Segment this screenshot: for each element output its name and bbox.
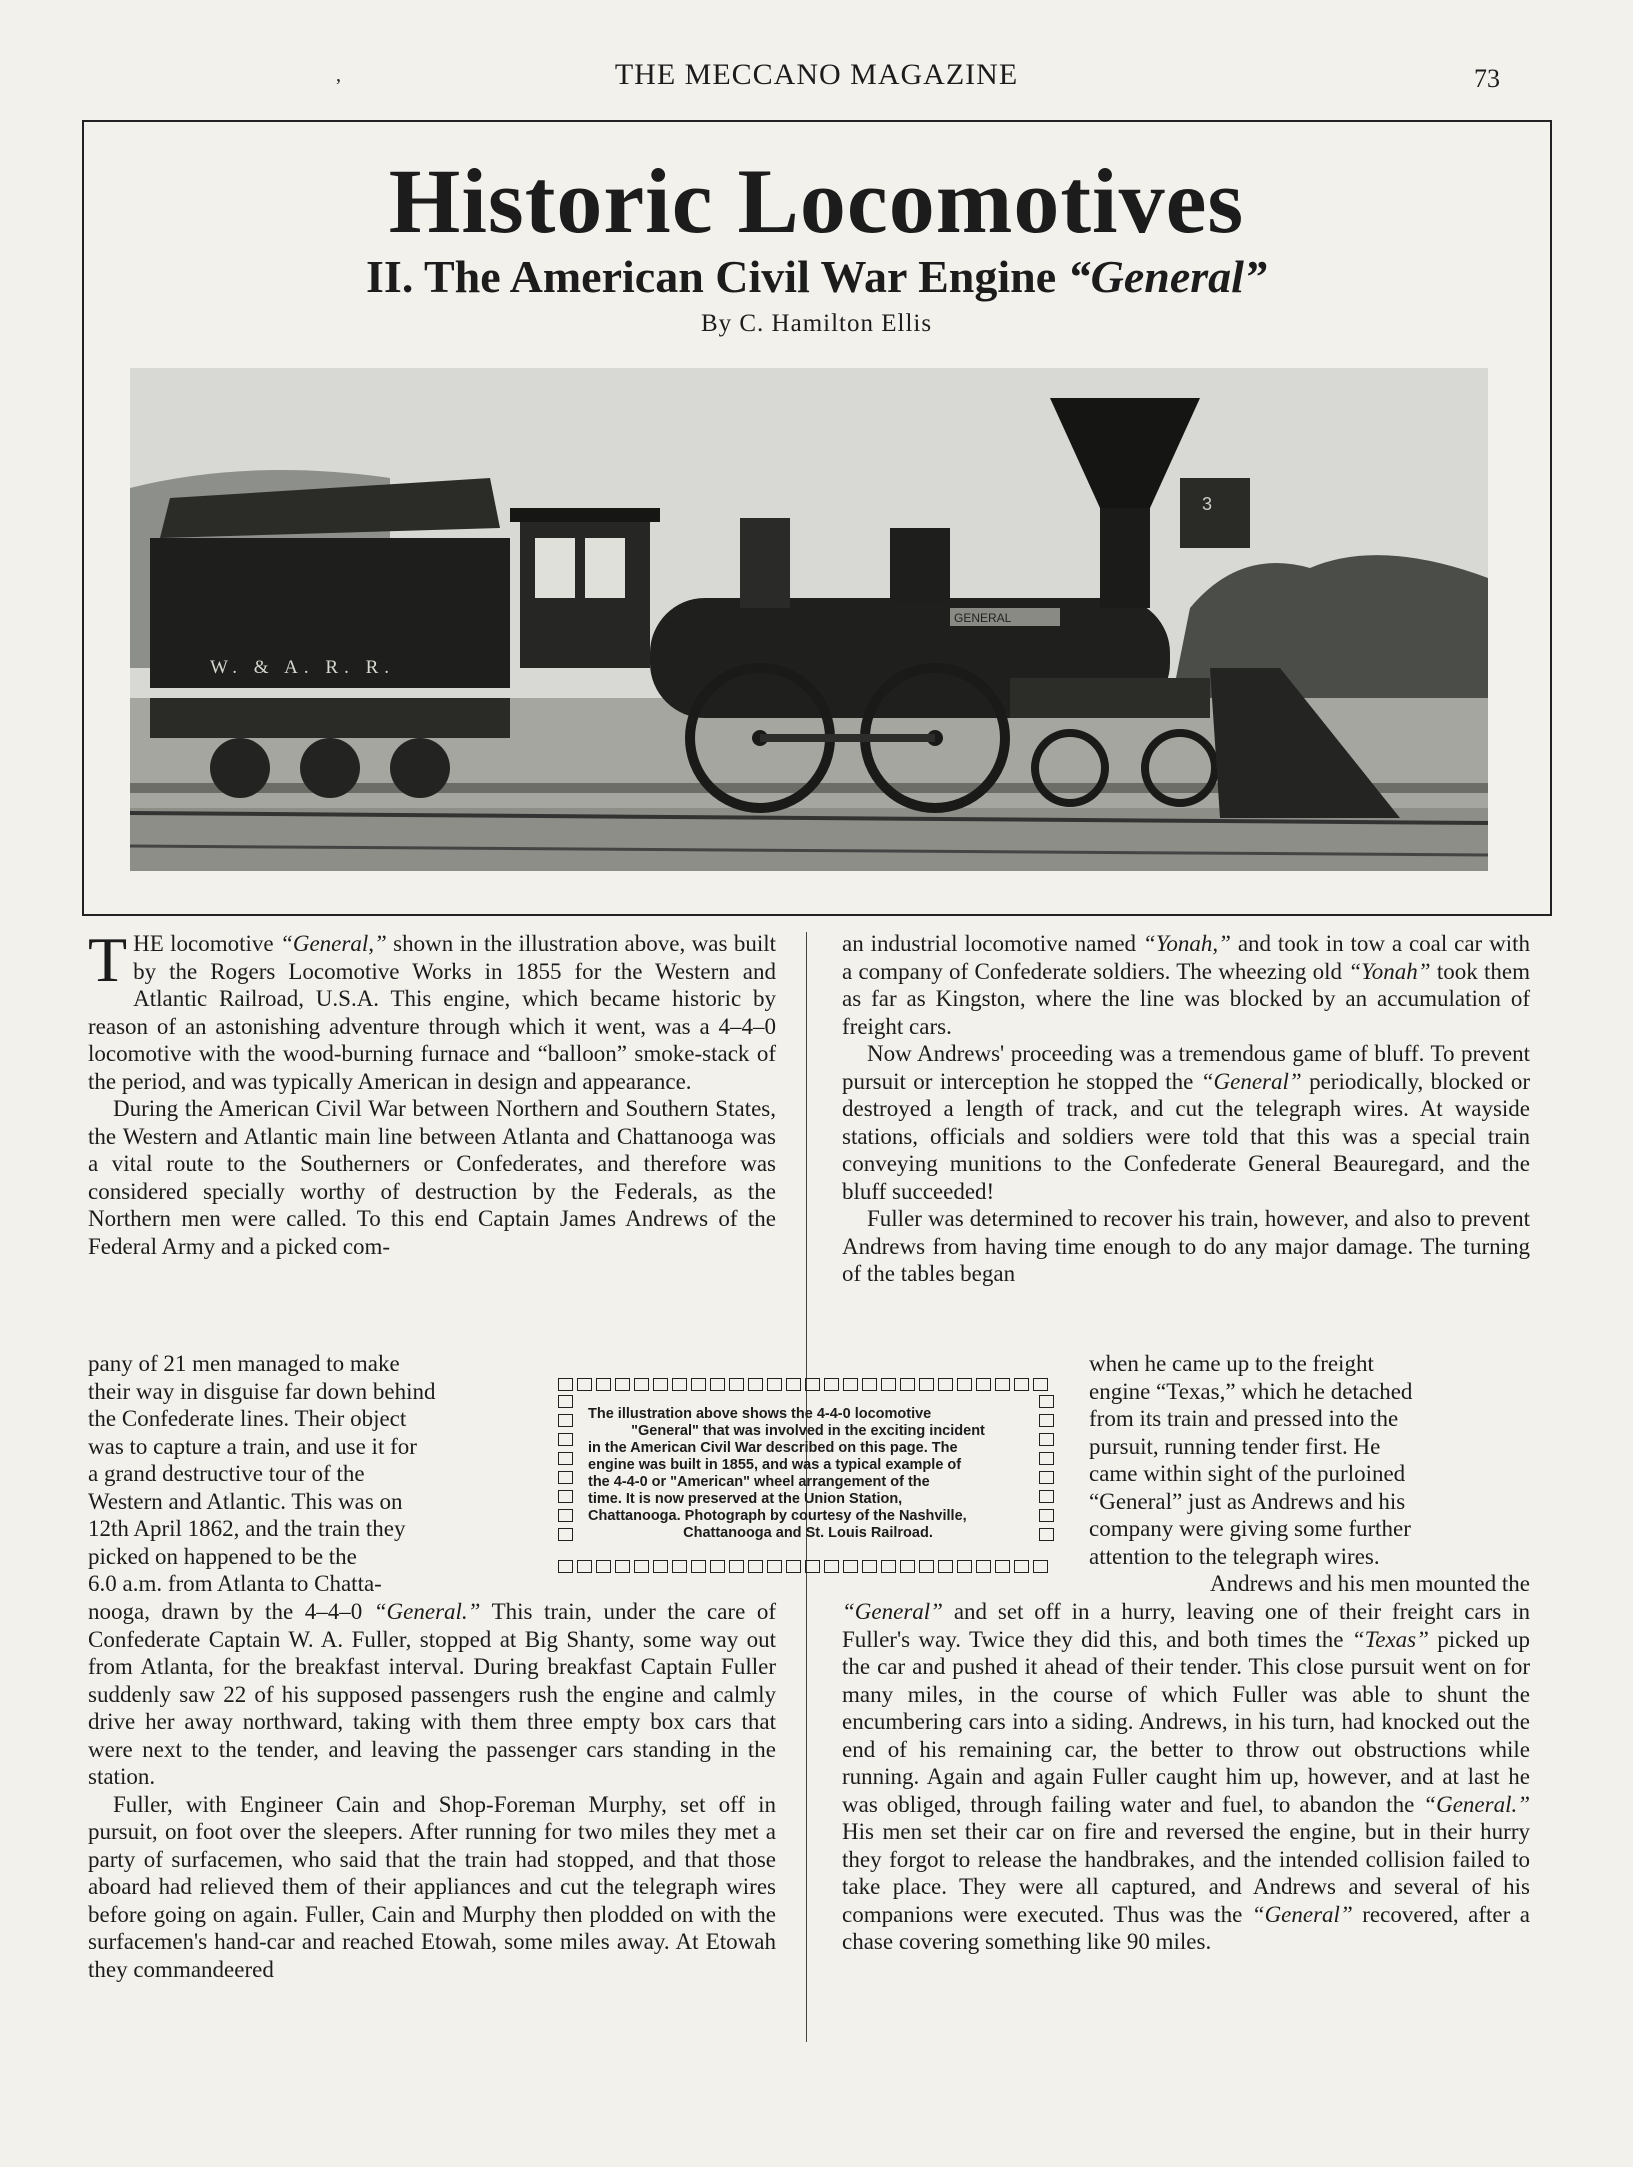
caption-border-square (938, 1560, 953, 1573)
engine-name: “General,” (280, 931, 387, 956)
caption-border-square (558, 1433, 573, 1446)
caption-border-square (767, 1378, 782, 1391)
text: took them as far as Kingston, where the line was blocked by an accumulation of freight cars. (842, 958, 1530, 1039)
caption-border-square (919, 1560, 934, 1573)
tender-lettering: W. & A. R. R. (210, 657, 395, 678)
caption-border-square (615, 1560, 630, 1573)
text: nooga, drawn by the 4–4–0 (88, 1599, 374, 1624)
caption-border-square (615, 1378, 630, 1391)
caption-border-square (995, 1560, 1010, 1573)
engine-name: “General” (842, 1599, 943, 1624)
caption-border-square (577, 1560, 592, 1573)
text: picked up the car and pushed it ahead of their tender. This close pursuit went on for many miles, in the course of which Fuller was able to shunt the encumbering cars into a siding. Andrews, in his turn, had knocked out the end of his remaining car, the better to throw out obstructions while running. Again and again Fuller caught him up, however, and at last he was obliged, through failing water and fuel, to abandon the (842, 1626, 1530, 1817)
caption-border-square (691, 1378, 706, 1391)
caption-line: the 4-4-0 or "American" wheel arrangement of the (588, 1474, 930, 1490)
masthead: THE MECCANO MAGAZINE (614, 58, 1019, 91)
text-line: a grand destructive tour of the (88, 1461, 365, 1486)
caption-border-square (653, 1560, 668, 1573)
caption-border-square (558, 1471, 573, 1484)
caption-border-square (843, 1560, 858, 1573)
drop-cap: T (88, 924, 128, 995)
text-line: pursuit, running tender first. He (1089, 1433, 1381, 1459)
caption-border-square (558, 1452, 573, 1465)
caption-border-square (881, 1378, 896, 1391)
nameplate: GENERAL (954, 611, 1012, 625)
caption-border-square (938, 1378, 953, 1391)
caption-border-square (558, 1509, 573, 1522)
caption-border-square (1039, 1528, 1054, 1541)
text: HE locomotive (133, 931, 281, 956)
text-line: pany of 21 men managed to make (88, 1351, 400, 1376)
caption-line: time. It is now preserved at the Union Station, (588, 1491, 903, 1507)
caption-border-square (596, 1378, 611, 1391)
caption-border-square (976, 1560, 991, 1573)
text: His men set their car on fire and reversed the engine, but in their hurry they forgot to release the handbrakes, and the intended collision failed to take place. They were all captured, and Andrews and several of his companions were executed. Thus was the (842, 1819, 1530, 1927)
caption-border-square (919, 1378, 934, 1391)
caption-border-square (1039, 1452, 1054, 1465)
caption-border-square (596, 1560, 611, 1573)
caption-line: in the American Civil War described on this page. The (588, 1440, 958, 1456)
caption-border-square (957, 1378, 972, 1391)
text-line: company were giving some further (1089, 1516, 1411, 1541)
engine-name: “General” (1200, 1068, 1302, 1094)
caption-border-square (1039, 1433, 1054, 1446)
caption-border-square (710, 1560, 725, 1573)
caption-border-top (558, 1378, 1052, 1391)
caption-border-square (558, 1528, 573, 1541)
engine-name: “Texas” (1351, 1626, 1429, 1652)
caption-border-square (558, 1560, 573, 1573)
caption-border-square (995, 1378, 1010, 1391)
caption-border-square (710, 1378, 725, 1391)
caption-border-square (558, 1414, 573, 1427)
caption-line: Chattanooga. Photograph by courtesy of the Nashville, (588, 1508, 967, 1524)
paragraph (88, 924, 776, 1095)
text-line: when he came up to the freight (1089, 1351, 1374, 1376)
caption-border-right (1039, 1395, 1054, 1547)
caption-border-square (786, 1378, 801, 1391)
locomotive-illustration (130, 368, 1488, 871)
caption-border-square (900, 1560, 915, 1573)
text-line: 6.0 a.m. from Atlanta to Chatta- (88, 1571, 382, 1596)
paragraph (842, 930, 1530, 1040)
caption-border-square (558, 1395, 573, 1408)
left-column-bottom (88, 1598, 776, 1983)
text: and set off in a hurry, leaving one of their freight cars in Fuller's way. Twice they did this, and both times the (842, 1599, 1530, 1652)
caption-border-square (1033, 1378, 1048, 1391)
caption-border-square (748, 1560, 763, 1573)
text-line: picked on happened to be the (88, 1543, 357, 1569)
text: an industrial locomotive named (842, 931, 1143, 956)
text: Now Andrews' proceeding was a tremendous game of bluff. To prevent pursuit or interception he stopped the (842, 1041, 1530, 1094)
text-line: was to capture a train, and use it for (88, 1433, 417, 1459)
caption-border-square (1014, 1560, 1029, 1573)
caption-border-square (672, 1378, 687, 1391)
paragraph (88, 1598, 776, 1791)
text: shown in the illustration above, was built by the Rogers Locomotive Works in 1855 for the Western and Atlantic Railroad, U.S.A. This engine, which became historic by reason of an astonishing adventure through which it went, was a 4–4–0 locomotive with the wood-burning furnace and “balloon” smoke-stack of the period, and was typically American in design and appearance. (88, 931, 776, 1094)
caption-border-square (1039, 1414, 1054, 1427)
caption-border-left (558, 1395, 573, 1547)
caption-border-square (691, 1560, 706, 1573)
caption-line: Chattanooga and St. Louis Railroad. (683, 1525, 933, 1541)
engine-number: 3 (1202, 494, 1213, 514)
caption-border-square (577, 1378, 592, 1391)
text-line: 12th April 1862, and the train they (88, 1516, 406, 1541)
caption-border-square (824, 1560, 839, 1573)
paragraph (842, 1040, 1530, 1205)
left-column-wrap (88, 1350, 538, 1598)
text-line: engine “Texas,” which he detached (1089, 1378, 1413, 1404)
caption-border-square (634, 1378, 649, 1391)
article-title: Historic Locomotives (388, 150, 1245, 252)
paragraph: Fuller was determined to recover his train, however, and also to prevent Andrews from having time enough to do any major damage. The turning of the tables began (842, 1206, 1530, 1286)
text-line: Andrews and his men mounted the (1209, 1571, 1530, 1596)
text-line: came within sight of the purloined (1089, 1461, 1406, 1486)
engine-name: “General.” (373, 1599, 481, 1624)
paragraph: During the American Civil War between Northern and Southern States, the Western and Atlantic main line between Atlanta and Chattanooga was a vital route to the Southerners or Confederates, and therefore was considered specially worthy of destruction by the Federals, as the Northern men were called. To this end Captain James Andrews of the Federal Army and a picked com- (88, 1096, 776, 1259)
byline: By C. Hamilton Ellis (700, 310, 933, 337)
left-column-top (88, 924, 776, 1260)
text-line: “General” just as Andrews and his (1089, 1488, 1406, 1514)
caption-line: "General" that was involved in the exciting incident (631, 1423, 985, 1439)
text: periodically, blocked or destroyed a length of track, and cut the telegraph wires. At wayside stations, officials and soldiers were told that this was a special train conveying munitions to the Confederate General Beauregard, and the bluff succeeded! (842, 1068, 1530, 1204)
text-line: from its train and pressed into the (1089, 1406, 1399, 1431)
caption-border-square (1014, 1378, 1029, 1391)
caption-border-square (976, 1378, 991, 1391)
stray-mark: , (336, 64, 342, 86)
text-line: attention to the telegraph wires. (1089, 1543, 1380, 1569)
text: recovered, after a chase covering something like 90 miles. (842, 1901, 1530, 1954)
caption-border-square (881, 1560, 896, 1573)
caption-border-square (767, 1560, 782, 1573)
caption-border-square (843, 1378, 858, 1391)
text: and took in tow a coal car with a company of Confederate soldiers. The wheezing old (842, 931, 1530, 984)
caption-border-square (1039, 1395, 1054, 1408)
engine-name: “Yonah,” (1142, 931, 1231, 956)
engine-name: “Yonah” (1348, 958, 1431, 984)
text-line: their way in disguise far down behind (88, 1378, 436, 1404)
caption-border-square (805, 1378, 820, 1391)
caption-border-square (1033, 1560, 1048, 1573)
caption-border-square (900, 1378, 915, 1391)
subtitle-text: II. The American Civil War Engine (366, 251, 1068, 302)
caption-line: engine was built in 1855, and was a typical example of (588, 1457, 962, 1473)
subtitle-engine-name: “General” (1067, 251, 1267, 302)
right-column-wrap (1089, 1350, 1530, 1598)
caption-border-square (729, 1560, 744, 1573)
caption-border-square (729, 1378, 744, 1391)
caption-border-square (805, 1560, 820, 1573)
caption-border-square (634, 1560, 649, 1573)
caption-box (558, 1378, 1058, 1574)
caption-border-square (824, 1378, 839, 1391)
caption-line: The illustration above shows the 4-4-0 locomotive (588, 1406, 932, 1422)
photo-caption (588, 1406, 1028, 1542)
right-column-top (842, 930, 1530, 1288)
article-subtitle (0, 250, 1633, 303)
caption-border-square (862, 1560, 877, 1573)
locomotive-photo (130, 368, 1488, 871)
paragraph: Fuller, with Engineer Cain and Shop-Foreman Murphy, set off in pursuit, on foot over the sleepers. After running for two miles they met a party of surfacemen, who said that the train had stopped, and that those aboard had relieved them of their appliances and cut the telegraph wires before going on again. Fuller, Cain and Murphy then plodded on with the surfacemen's hand-car and reached Etowah, some miles away. At Etowah they commandeered (88, 1791, 776, 1982)
right-column-bottom (842, 1598, 1530, 1956)
caption-border-square (1039, 1490, 1054, 1503)
engine-name: “General” (1251, 1901, 1353, 1927)
engine-name: “General.” (1423, 1791, 1530, 1817)
caption-border-square (653, 1378, 668, 1391)
caption-border-square (786, 1560, 801, 1573)
caption-border-square (862, 1378, 877, 1391)
text: This train, under the care of Confederate Captain W. A. Fuller, stopped at Big Shanty, some way out from Atlanta, for the breakfast interval. During breakfast Captain Fuller suddenly saw 22 of his supposed passengers rush the engine and calmly drive her away northward, taking with them three empty box cars that were next to the tender, and leaving the passenger cars standing in the station. (88, 1599, 776, 1789)
caption-border-square (748, 1378, 763, 1391)
caption-border-bottom (558, 1560, 1052, 1573)
caption-border-square (672, 1560, 687, 1573)
paragraph (842, 1598, 1530, 1956)
caption-border-square (558, 1378, 573, 1391)
text-line: the Confederate lines. Their object (88, 1406, 407, 1431)
page-number: 73 (1474, 64, 1500, 93)
text-line: Western and Atlantic. This was on (88, 1488, 403, 1514)
caption-border-square (957, 1560, 972, 1573)
caption-border-square (1039, 1509, 1054, 1522)
caption-border-square (1039, 1471, 1054, 1484)
caption-border-square (558, 1490, 573, 1503)
